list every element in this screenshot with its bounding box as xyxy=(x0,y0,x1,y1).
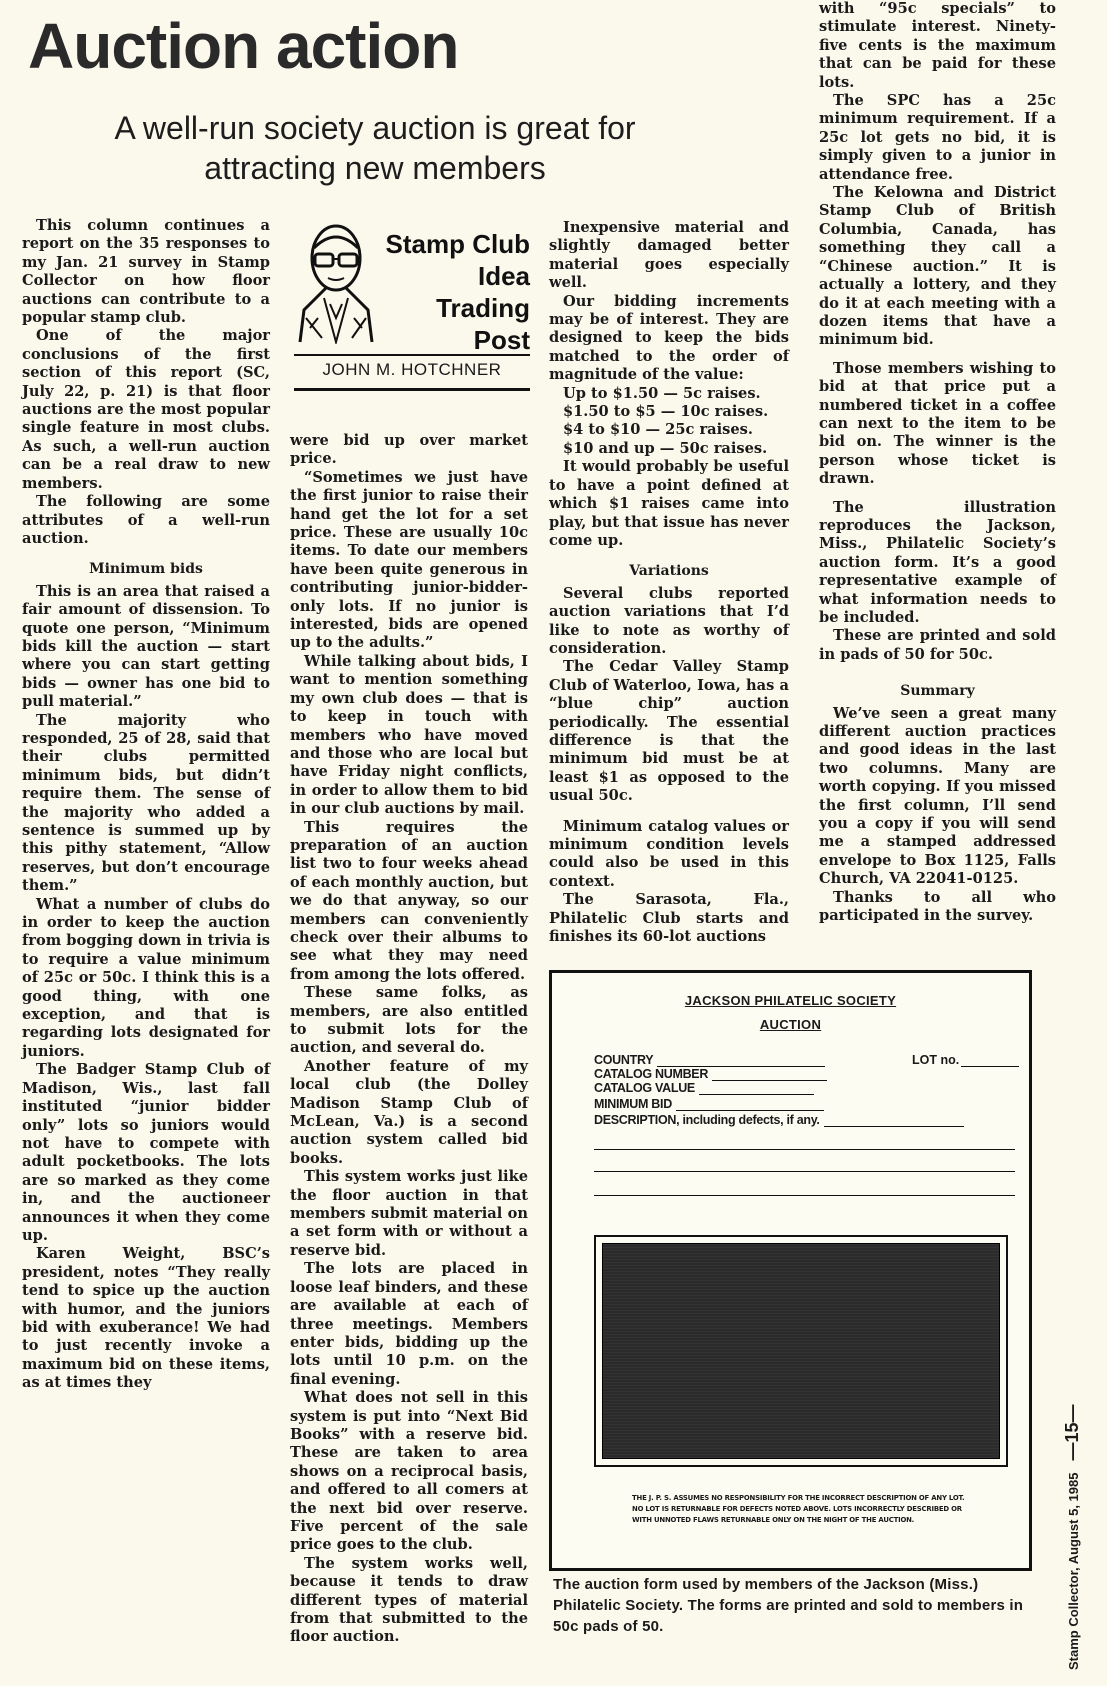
form-field-catalog-number xyxy=(594,1067,827,1081)
form-field-label: MINIMUM BID xyxy=(594,1097,672,1111)
logo-title-line: Post xyxy=(473,325,530,355)
paragraph: One of the major conclusions of the first section of this report (SC, July 22, p. 21) is that floor auctions are the most popular single feature in most clubs. As such, a well-run auction can be a real draw to new members. xyxy=(22,327,270,492)
paragraph: This column continues a report on the 35 responses to my Jan. 21 survey in Stamp Collector on how floor auctions can contribute to a popular stamp club. xyxy=(22,217,270,327)
paragraph: We’ve seen a great many different auction practices and good ideas in the last two columns. Many are worth copying. If you missed the first column, I’ll send you a copy if you will send me a stamped addressed envelope to Box 1125, Falls Church, VA 22041-0125. xyxy=(819,704,1056,888)
form-field-line xyxy=(712,1070,827,1081)
logo-title-line: Idea xyxy=(477,261,530,291)
article-column-3 xyxy=(549,219,789,946)
paragraph: While talking about bids, I want to mention something my own club does — that is to keep in touch with members who have moved and those who are local but have Friday night conflicts, in order to allow them to bid in our club auctions by mail. xyxy=(290,652,528,818)
paragraph: The Kelowna and District Stamp Club of British Columbia, Canada, has something they call a “Chinese auction.” It is actually a lottery, and they do it at each meeting with a dozen items that have a minimum bid. xyxy=(819,184,1056,349)
paragraph: Minimum catalog values or minimum condition levels could also be used in this context. xyxy=(549,817,789,890)
form-field-label: DESCRIPTION, including defects, if any. xyxy=(594,1113,820,1127)
increment-item: $4 to $10 — 25c raises. xyxy=(563,421,753,439)
form-field-line xyxy=(676,1100,824,1111)
paragraph: The Sarasota, Fla., Philatelic Club starts and finishes its 60-lot auctions xyxy=(549,891,789,946)
form-title: AUCTION xyxy=(759,1017,822,1032)
paragraph: This system works just like the floor auction in that members submit material on a set form with or without a reserve bid. xyxy=(290,1168,528,1259)
form-field-description xyxy=(594,1113,964,1127)
section-heading: Summary xyxy=(900,683,975,700)
form-disclaimer: THE J. P. S. ASSUMES NO RESPONSIBILITY FOR THE INCORRECT DESCRIPTION OF ANY LOT. NO LOT IS RETURNABLE FOR DEFECTS NOTED ABOVE. LOTS INCORRECTLY DESCRIBED OR WITH UNNOTED FLAWS RETURNABLE ONLY ON THE NIGHT OF THE AUCTION. xyxy=(632,1494,965,1524)
column-logo xyxy=(292,212,530,392)
increment-item: $1.50 to $5 — 10c raises. xyxy=(563,403,769,421)
paragraph: Several clubs reported auction variations that I’d like to note as worthy of consideration. xyxy=(549,584,789,657)
form-field-line xyxy=(657,1056,825,1067)
article-column-1 xyxy=(22,217,270,1393)
logo-title-line: Stamp Club xyxy=(385,229,530,259)
form-field-lot-no xyxy=(912,1053,1019,1067)
column-logo-title xyxy=(386,228,530,356)
paragraph: What does not sell in this system is put into “Next Bid Books” with a reserve bid. These are taken to area shows on a reciprocal basis, and offered to all comers at the next bid over reserve. Five percent of the sale price goes to the club. xyxy=(290,1389,528,1554)
form-blank-line xyxy=(594,1195,1015,1196)
paragraph: The Badger Stamp Club of Madison, Wis., last fall instituted “junior bidder only” lots so juniors would not have to compete with adult pocketbooks. The lots are so marked as they come in, and the auctioneer announces it when they come up. xyxy=(22,1061,270,1244)
paragraph: The illustration reproduces the Jackson, Miss., Philatelic Society’s auction form. It’s a good representative example of what information needs to be included. xyxy=(819,498,1056,626)
logo-title-line: Trading xyxy=(436,293,530,323)
form-field-label: CATALOG NUMBER xyxy=(594,1067,709,1081)
paragraph: Inexpensive material and slightly damaged better material goes especially well. xyxy=(549,219,789,292)
form-field-minimum-bid xyxy=(594,1097,824,1111)
form-field-label: LOT no. xyxy=(912,1053,960,1067)
figure-caption: The auction form used by members of the Jackson (Miss.) Philatelic Society. The forms are printed and sold to members in 50c pads of 50. xyxy=(553,1576,1024,1635)
paragraph: The following are some attributes of a well-run auction. xyxy=(22,493,270,547)
form-field-catalog-value xyxy=(594,1081,814,1095)
paragraph: The Cedar Valley Stamp Club of Waterloo, Iowa, has a “blue chip” auction periodically. The essential difference is that the minimum bid must be at least $1 as opposed to the usual 50c. xyxy=(549,658,789,805)
form-field-label: CATALOG VALUE xyxy=(594,1081,695,1095)
paragraph: The majority who responded, 25 of 28, said that their clubs permitted minimum bids, but didn’t require them. The sense of the majority who added a sentence is summed up by this pithy statement, “Allow reserves, but don’t encourage them.” xyxy=(22,711,270,895)
form-org-title: JACKSON PHILATELIC SOCIETY xyxy=(684,993,897,1008)
paragraph: This requires the preparation of an auction list two to four weeks ahead of each monthly auction, but we do that anyway, so our members can conveniently check over their albums to see what they may need from among the lots offered. xyxy=(290,818,528,983)
paragraph: with “95c specials” to stimulate interest. Ninety-five cents is the maximum that can be paid for these lots. xyxy=(819,0,1056,91)
auction-form-illustration xyxy=(549,970,1032,1571)
paragraph: Thanks to all who participated in the survey. xyxy=(819,888,1056,925)
increment-item: Up to $1.50 — 5c raises. xyxy=(563,384,761,402)
article-column-2 xyxy=(290,432,528,1647)
page-number: —15— xyxy=(1062,1404,1082,1461)
increment-item: $10 and up — 50c raises. xyxy=(563,439,768,457)
paragraph: The lots are placed in loose leaf binders, and these are available at each of three meetings. Members enter bids, bidding up the lots until 10 p.m. on the final evening. xyxy=(290,1260,528,1388)
paragraph: What a number of clubs do in order to keep the auction from bogging down in trivia is to require a value minimum of 25c or 50c. I think this is a good thing, with one exception, and that is regarding lots designated for juniors. xyxy=(22,895,270,1060)
paragraph: Our bidding increments may be of interest. They are designed to keep the bids matched to the order of magnitude of the value: xyxy=(549,292,789,384)
form-field-line xyxy=(961,1056,1019,1067)
section-heading: Variations xyxy=(629,563,709,580)
section-heading: Minimum bids xyxy=(89,561,203,578)
form-blank-line xyxy=(594,1149,1015,1150)
form-field-country xyxy=(594,1053,825,1067)
paragraph: Another feature of my local club (the Dolley Madison Stamp Club of McLean, Va.) is a second auction system called bid books. xyxy=(290,1057,528,1167)
paragraph: Karen Weight, BSC’s president, notes “They really tend to spice up the auction with humor, and the juniors bid with exuberance! We had to just recently invoke a maximum bid on these items, as at times they xyxy=(22,1245,270,1392)
article-column-4 xyxy=(819,0,1056,926)
headline: Auction action xyxy=(28,10,459,82)
divider xyxy=(294,388,530,391)
divider xyxy=(294,354,530,356)
paragraph: This is an area that raised a fair amount of dissension. To quote one person, “Minimum bids kill the auction — start where you can start getting bids — owner has one bid to pull material.” xyxy=(22,582,270,711)
publication-dateline: Stamp Collector, August 5, 1985 xyxy=(1066,1472,1081,1670)
paragraph: The SPC has a 25c minimum requirement. If a 25c lot gets no bid, it is simply given to a junior in attendance free. xyxy=(819,92,1056,183)
stamp-photo-placeholder xyxy=(602,1243,1000,1459)
portrait-drawing-icon xyxy=(296,218,376,344)
paragraph: These are printed and sold in pads of 50 for 50c. xyxy=(819,627,1056,663)
form-field-line xyxy=(699,1084,814,1095)
form-field-line xyxy=(824,1116,964,1127)
deck-subheadline: A well-run society auction is great for attracting new members xyxy=(114,110,636,186)
paragraph: “Sometimes we just have the first junior to raise their hand get the lot for a set price. These are usually 10c items. To date our members have been quite generous in contributing junior-bidder-only lots. If no junior is interested, bids are opened up to the adults.” xyxy=(290,468,528,652)
paragraph: These same folks, as members, are also entitled to submit lots for the auction, and several do. xyxy=(290,984,528,1057)
form-field-label: COUNTRY xyxy=(594,1053,654,1067)
page-folio xyxy=(1062,1405,1083,1671)
paragraph: were bid up over market price. xyxy=(290,432,528,468)
form-blank-line xyxy=(594,1171,1015,1172)
byline: JOHN M. HOTCHNER xyxy=(322,360,502,379)
stamp-photo-area xyxy=(594,1235,1008,1467)
paragraph: The system works well, because it tends to draw different types of material from that submitted to the floor auction. xyxy=(290,1554,528,1646)
paragraph: Those members wishing to bid at that price put a numbered ticket in a coffee can next to the item to be bid on. The winner is the person whose ticket is drawn. xyxy=(819,359,1056,488)
paragraph: It would probably be useful to have a point defined at which $1 raises came into play, but that issue has never come up. xyxy=(549,458,789,549)
